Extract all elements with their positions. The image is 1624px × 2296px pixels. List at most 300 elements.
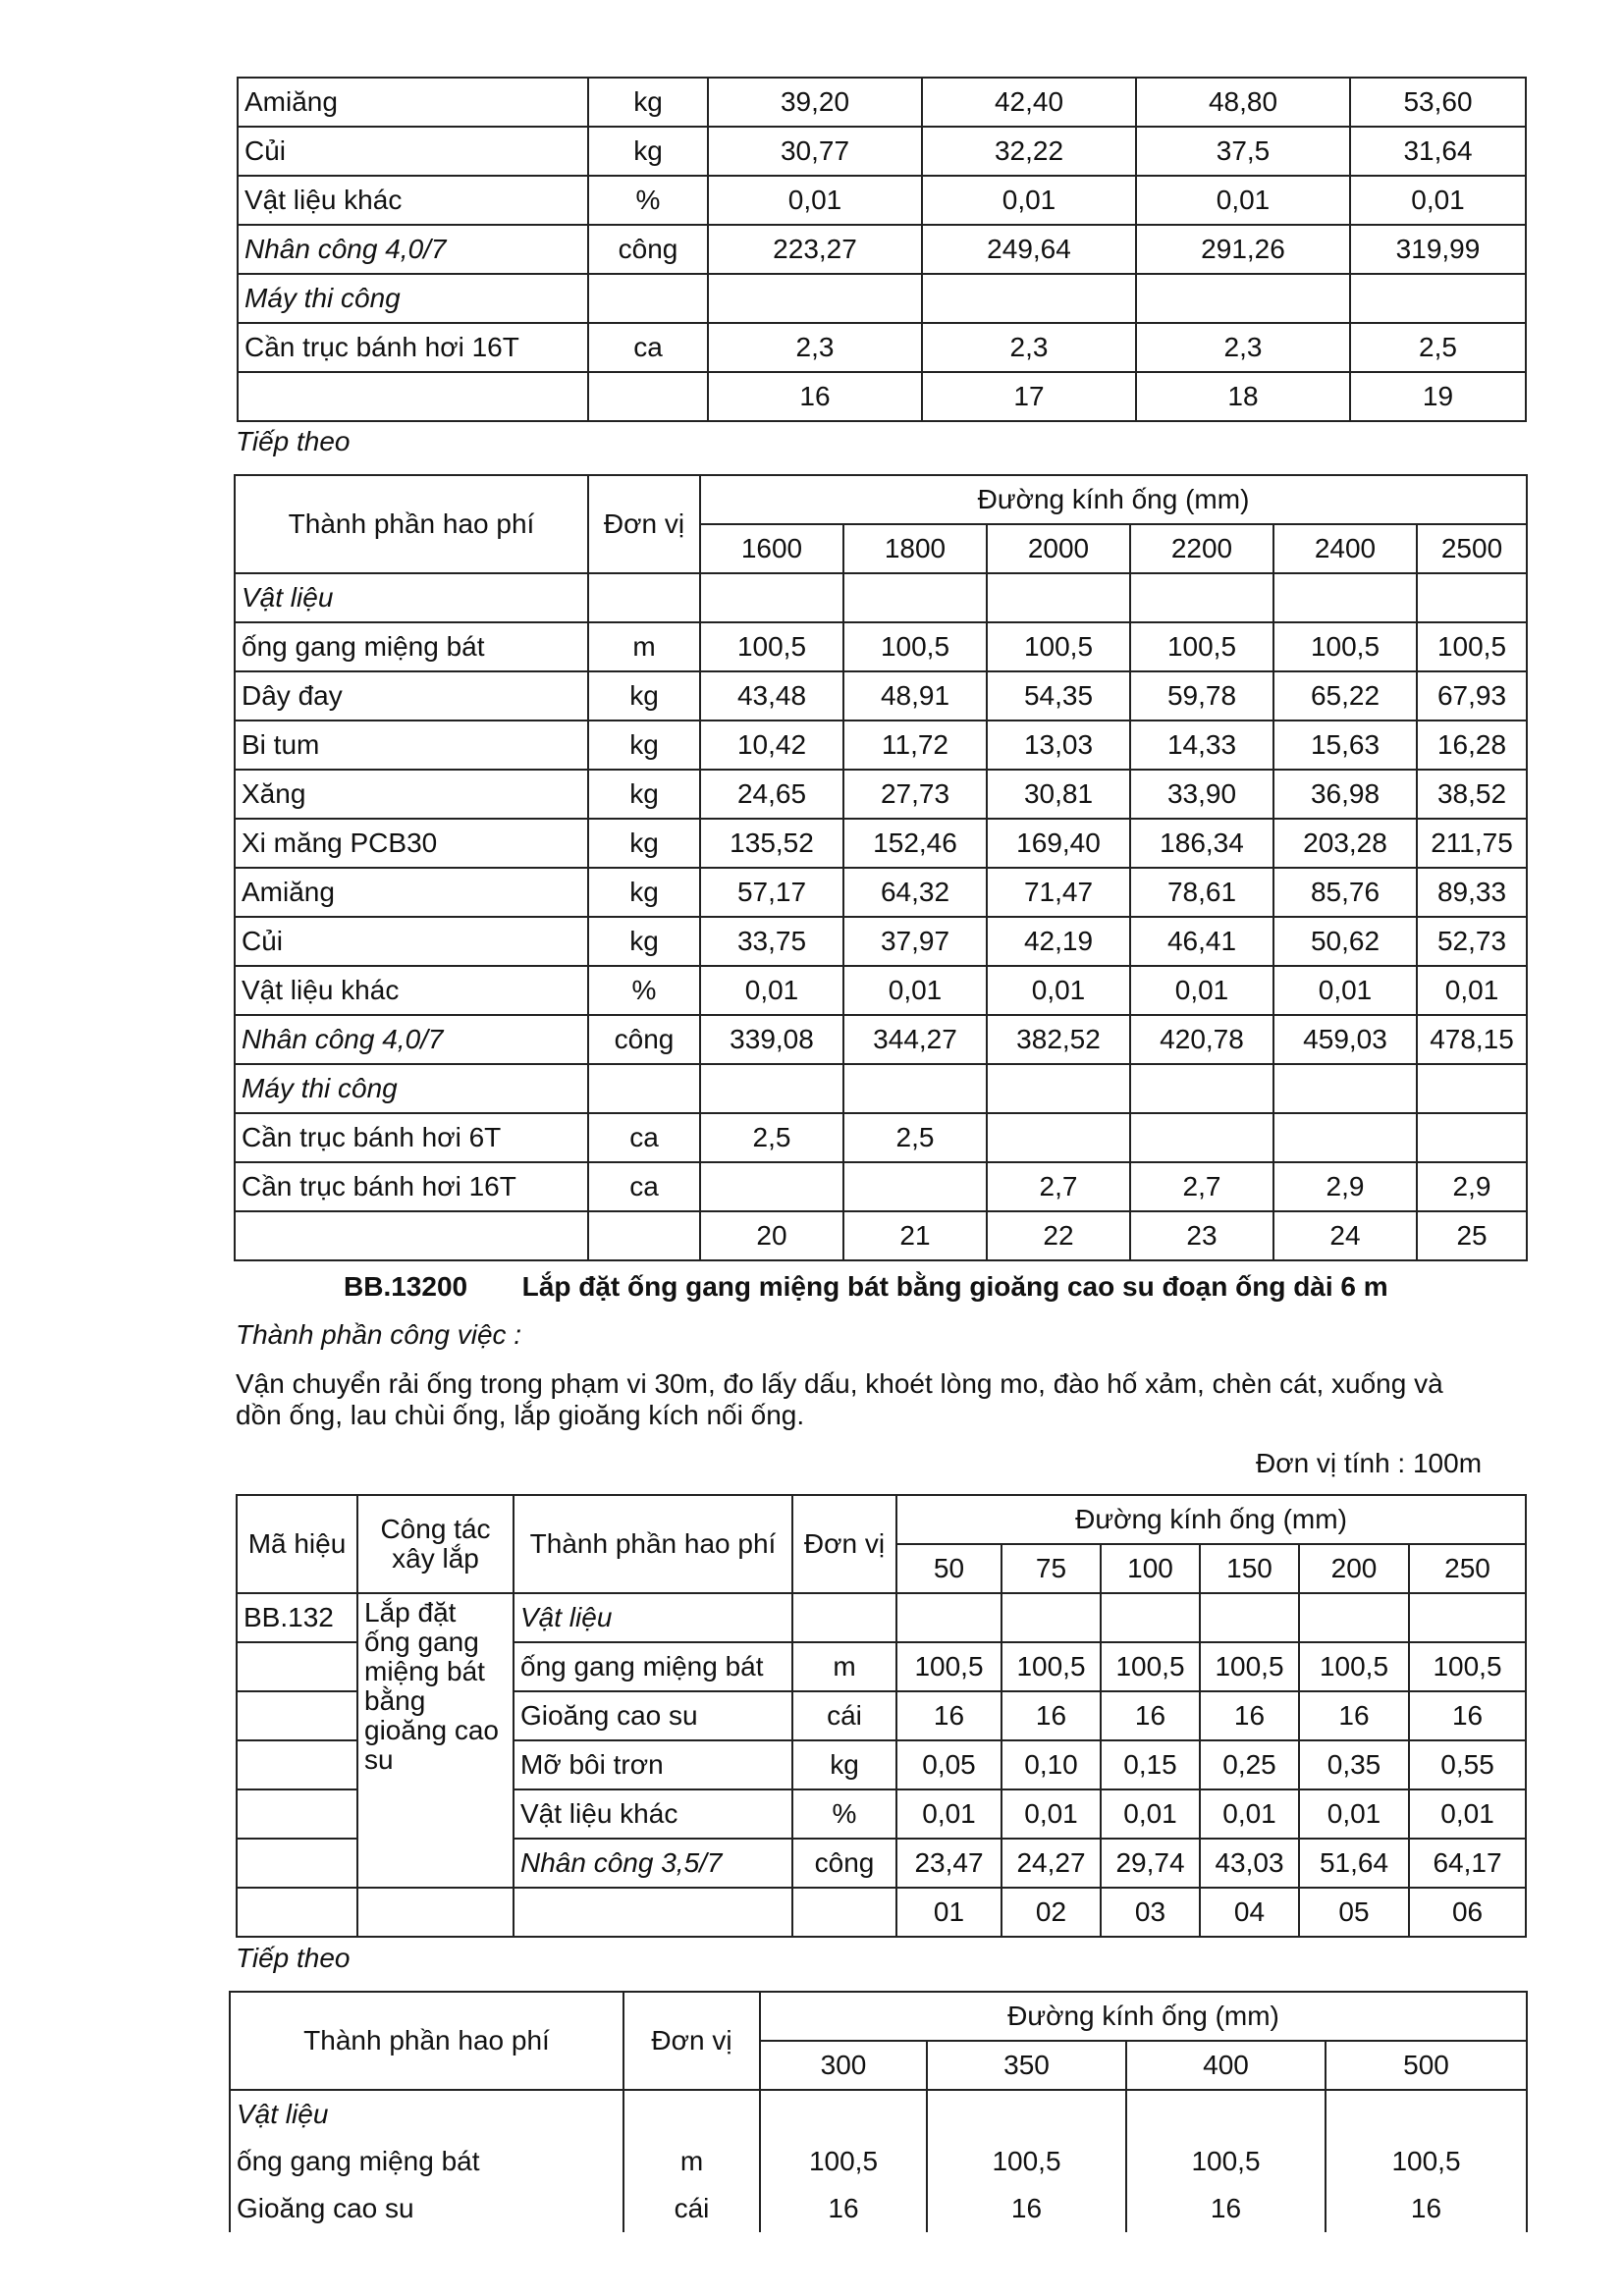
- row-value: 38,52: [1417, 770, 1527, 819]
- row-label: Cần trục bánh hơi 16T: [235, 1162, 588, 1211]
- row-value: 37,5: [1136, 127, 1350, 176]
- row-unit: cái: [623, 2185, 760, 2232]
- row-label: Vật liệu khác: [514, 1789, 792, 1839]
- row-value: 100,5: [700, 622, 843, 671]
- row-value: 344,27: [843, 1015, 987, 1064]
- table-continued-top: [237, 77, 1527, 422]
- row-value: 36,98: [1273, 770, 1417, 819]
- row-value: [1417, 1113, 1527, 1162]
- row-value: 249,64: [922, 225, 1136, 274]
- row-value: 100,5: [927, 2138, 1126, 2185]
- row-value: [1200, 1593, 1299, 1642]
- diameter-header: 2200: [1130, 524, 1273, 573]
- row-label: Gioăng cao su: [230, 2185, 623, 2232]
- row-value: 152,46: [843, 819, 987, 868]
- row-value: 0,01: [922, 176, 1136, 225]
- row-value: 0,55: [1409, 1740, 1526, 1789]
- row-label: Vật liệu khác: [238, 176, 588, 225]
- row-value: 0,10: [1001, 1740, 1101, 1789]
- row-label: ống gang miệng bát: [230, 2138, 623, 2185]
- row-label: Vật liệu: [235, 573, 588, 622]
- row-value: [927, 2090, 1126, 2138]
- row-value: 32,22: [922, 127, 1136, 176]
- row-value: 18: [1136, 372, 1350, 421]
- row-label: Củi: [235, 917, 588, 966]
- row-unit: kg: [588, 671, 700, 721]
- row-value: 89,33: [1417, 868, 1527, 917]
- table-row: [235, 721, 1527, 770]
- header-diameter: Đường kính ống (mm): [760, 1992, 1527, 2041]
- row-value: 100,5: [1299, 1642, 1409, 1691]
- header-diameter: Đường kính ống (mm): [896, 1495, 1526, 1544]
- table-row: [238, 176, 1526, 225]
- table-row: [237, 1593, 1526, 1642]
- row-value: 16: [1299, 1691, 1409, 1740]
- row-unit: [588, 1211, 700, 1260]
- norm-table-continued-bottom: [229, 1991, 1528, 2232]
- row-value: [1130, 1064, 1273, 1113]
- work-cell: [357, 1888, 514, 1937]
- row-label: Amiăng: [238, 78, 588, 127]
- row-value: 53,60: [1350, 78, 1526, 127]
- work-cell: Lắp đặt ống gang miệng bát bằng gioăng cao su: [357, 1593, 514, 1888]
- diameter-header: 2000: [987, 524, 1130, 573]
- row-value: 100,5: [1326, 2138, 1527, 2185]
- row-label: Máy thi công: [238, 274, 588, 323]
- table-row: [238, 78, 1526, 127]
- table-row: [235, 1113, 1527, 1162]
- table-row: [237, 1888, 1526, 1937]
- code-cell: [237, 1691, 357, 1740]
- row-unit: kg: [588, 819, 700, 868]
- table-row: [230, 2090, 1527, 2138]
- row-value: 100,5: [1200, 1642, 1299, 1691]
- header-unit: Đơn vị: [588, 475, 700, 573]
- row-value: 24,65: [700, 770, 843, 819]
- row-label: Vật liệu khác: [235, 966, 588, 1015]
- work-description-line-2: dồn ống, lau chùi ống, lắp gioăng kích nối ống.: [236, 1400, 805, 1430]
- diameter-header: 200: [1299, 1544, 1409, 1593]
- row-value: 16: [708, 372, 922, 421]
- row-unit: [588, 1064, 700, 1113]
- row-unit: ca: [588, 1113, 700, 1162]
- row-unit: kg: [792, 1740, 896, 1789]
- row-label: Bi tum: [235, 721, 588, 770]
- row-value: 48,91: [843, 671, 987, 721]
- row-value: [700, 1064, 843, 1113]
- diameter-header: 350: [927, 2041, 1126, 2090]
- row-value: 478,15: [1417, 1015, 1527, 1064]
- row-value: 100,5: [1101, 1642, 1200, 1691]
- row-label: ống gang miệng bát: [514, 1642, 792, 1691]
- row-label: Dây đay: [235, 671, 588, 721]
- row-value: 71,47: [987, 868, 1130, 917]
- table-row: [235, 770, 1527, 819]
- row-value: 100,5: [1001, 1642, 1101, 1691]
- row-value: [1001, 1593, 1101, 1642]
- row-label: ống gang miệng bát: [235, 622, 588, 671]
- section-title: Lắp đặt ống gang miệng bát bằng gioăng cao su đoạn ống dài 6 m: [521, 1271, 1388, 1302]
- table-row: [238, 225, 1526, 274]
- row-label: Cần trục bánh hơi 6T: [235, 1113, 588, 1162]
- row-value: 33,75: [700, 917, 843, 966]
- row-value: 15,63: [1273, 721, 1417, 770]
- work-components-label: Thành phần công việc :: [236, 1319, 522, 1350]
- row-value: 0,01: [1200, 1789, 1299, 1839]
- row-label: [514, 1888, 792, 1937]
- row-value: [1273, 1113, 1417, 1162]
- row-label: Mỡ bôi trơn: [514, 1740, 792, 1789]
- row-value: 67,93: [1417, 671, 1527, 721]
- row-unit: m: [623, 2138, 760, 2185]
- unit-note: Đơn vị tính : 100m: [1256, 1448, 1483, 1478]
- row-value: [1350, 274, 1526, 323]
- row-value: 16: [1126, 2185, 1326, 2232]
- row-value: [1326, 2090, 1527, 2138]
- row-value: 16: [1409, 1691, 1526, 1740]
- table-row: [238, 127, 1526, 176]
- row-value: 37,97: [843, 917, 987, 966]
- row-value: [1273, 573, 1417, 622]
- row-value: 51,64: [1299, 1839, 1409, 1888]
- row-value: 05: [1299, 1888, 1409, 1937]
- diameter-header: 400: [1126, 2041, 1326, 2090]
- row-value: [708, 274, 922, 323]
- section-heading: [344, 1271, 1388, 1303]
- row-unit: [588, 372, 708, 421]
- row-value: [1273, 1064, 1417, 1113]
- row-label: Máy thi công: [235, 1064, 588, 1113]
- row-unit: kg: [588, 721, 700, 770]
- header-diameter: Đường kính ống (mm): [700, 475, 1527, 524]
- row-label: Nhân công 4,0/7: [235, 1015, 588, 1064]
- continued-label-2: Tiếp theo: [236, 1943, 351, 1973]
- row-unit: %: [588, 176, 708, 225]
- diameter-header: 500: [1326, 2041, 1527, 2090]
- row-value: 0,01: [896, 1789, 1001, 1839]
- row-unit: kg: [588, 917, 700, 966]
- row-unit: [792, 1593, 896, 1642]
- row-value: 135,52: [700, 819, 843, 868]
- row-value: 64,32: [843, 868, 987, 917]
- row-label: Amiăng: [235, 868, 588, 917]
- row-value: 42,19: [987, 917, 1130, 966]
- table-row: [235, 573, 1527, 622]
- row-value: 2,3: [1136, 323, 1350, 372]
- diameter-header: 75: [1001, 1544, 1101, 1593]
- row-value: [700, 573, 843, 622]
- row-value: 186,34: [1130, 819, 1273, 868]
- row-value: 42,40: [922, 78, 1136, 127]
- row-value: 03: [1101, 1888, 1200, 1937]
- row-unit: [792, 1888, 896, 1937]
- row-value: 25: [1417, 1211, 1527, 1260]
- row-value: 29,74: [1101, 1839, 1200, 1888]
- row-value: 78,61: [1130, 868, 1273, 917]
- row-value: 100,5: [1273, 622, 1417, 671]
- row-value: [1130, 573, 1273, 622]
- row-value: [896, 1593, 1001, 1642]
- diameter-header: 2500: [1417, 524, 1527, 573]
- row-label: Gioăng cao su: [514, 1691, 792, 1740]
- row-value: 291,26: [1136, 225, 1350, 274]
- row-value: [843, 573, 987, 622]
- row-value: 0,01: [1350, 176, 1526, 225]
- row-value: 02: [1001, 1888, 1101, 1937]
- row-value: 0,35: [1299, 1740, 1409, 1789]
- table-row: [235, 622, 1527, 671]
- row-value: 0,01: [1136, 176, 1350, 225]
- row-value: 64,17: [1409, 1839, 1526, 1888]
- row-value: 420,78: [1130, 1015, 1273, 1064]
- row-value: 0,01: [1101, 1789, 1200, 1839]
- diameter-header: 250: [1409, 1544, 1526, 1593]
- row-unit: kg: [588, 78, 708, 127]
- row-value: [1136, 274, 1350, 323]
- table-row: [235, 917, 1527, 966]
- row-label: Nhân công 4,0/7: [238, 225, 588, 274]
- continued-label: Tiếp theo: [236, 426, 351, 456]
- row-unit: %: [792, 1789, 896, 1839]
- row-value: 30,77: [708, 127, 922, 176]
- row-value: [760, 2090, 927, 2138]
- table-row: [230, 2185, 1527, 2232]
- table-row: [235, 1015, 1527, 1064]
- row-value: 16: [1001, 1691, 1101, 1740]
- row-unit: kg: [588, 770, 700, 819]
- row-unit: công: [588, 225, 708, 274]
- table-row: [235, 868, 1527, 917]
- row-value: 33,90: [1130, 770, 1273, 819]
- row-value: 0,01: [1417, 966, 1527, 1015]
- row-value: 0,01: [1273, 966, 1417, 1015]
- diameter-header: 1600: [700, 524, 843, 573]
- row-value: 0,01: [1409, 1789, 1526, 1839]
- diameter-header: 300: [760, 2041, 927, 2090]
- row-value: 11,72: [843, 721, 987, 770]
- table-row: [235, 819, 1527, 868]
- row-unit: ca: [588, 323, 708, 372]
- row-value: 2,9: [1417, 1162, 1527, 1211]
- row-value: 24: [1273, 1211, 1417, 1260]
- row-value: 20: [700, 1211, 843, 1260]
- table-row: [238, 274, 1526, 323]
- row-value: 2,3: [708, 323, 922, 372]
- header-work: Công tác xây lắp: [357, 1495, 514, 1593]
- diameter-header: 150: [1200, 1544, 1299, 1593]
- row-value: 0,01: [987, 966, 1130, 1015]
- row-value: 2,5: [843, 1113, 987, 1162]
- row-unit: m: [792, 1642, 896, 1691]
- row-value: 23: [1130, 1211, 1273, 1260]
- row-value: 30,81: [987, 770, 1130, 819]
- row-value: 2,9: [1273, 1162, 1417, 1211]
- header-unit: Đơn vị: [623, 1992, 760, 2090]
- row-value: 06: [1409, 1888, 1526, 1937]
- header-component: Thành phần hao phí: [514, 1495, 792, 1593]
- row-value: 2,7: [987, 1162, 1130, 1211]
- row-value: 100,5: [1126, 2138, 1326, 2185]
- row-value: 85,76: [1273, 868, 1417, 917]
- row-label: [238, 372, 588, 421]
- row-value: 0,01: [1130, 966, 1273, 1015]
- section-code: BB.13200: [344, 1271, 468, 1302]
- row-value: [987, 573, 1130, 622]
- code-cell: [237, 1839, 357, 1888]
- row-value: 0,01: [700, 966, 843, 1015]
- table-row: [235, 1211, 1527, 1260]
- code-cell: [237, 1642, 357, 1691]
- table-row: [235, 671, 1527, 721]
- row-value: 16: [760, 2185, 927, 2232]
- row-unit: [588, 573, 700, 622]
- row-value: [987, 1064, 1130, 1113]
- row-value: [1417, 1064, 1527, 1113]
- table-row: [235, 966, 1527, 1015]
- row-label: Củi: [238, 127, 588, 176]
- row-value: 52,73: [1417, 917, 1527, 966]
- row-value: 169,40: [987, 819, 1130, 868]
- row-value: 459,03: [1273, 1015, 1417, 1064]
- row-value: 16: [896, 1691, 1001, 1740]
- row-value: [1417, 573, 1527, 622]
- row-value: 2,5: [700, 1113, 843, 1162]
- row-unit: công: [792, 1839, 896, 1888]
- norm-table-bb132: [236, 1494, 1527, 1938]
- row-label: Vật liệu: [514, 1593, 792, 1642]
- row-value: 100,5: [1417, 622, 1527, 671]
- row-value: [843, 1064, 987, 1113]
- row-value: 14,33: [1130, 721, 1273, 770]
- row-value: [1130, 1113, 1273, 1162]
- row-value: 2,3: [922, 323, 1136, 372]
- row-value: 2,5: [1350, 323, 1526, 372]
- row-value: 0,15: [1101, 1740, 1200, 1789]
- row-label: Xi măng PCB30: [235, 819, 588, 868]
- row-value: 223,27: [708, 225, 922, 274]
- row-value: 22: [987, 1211, 1130, 1260]
- row-value: 0,01: [1299, 1789, 1409, 1839]
- table-row: [238, 372, 1526, 421]
- table-row: [230, 2138, 1527, 2185]
- row-value: 27,73: [843, 770, 987, 819]
- row-value: 100,5: [987, 622, 1130, 671]
- row-value: [1101, 1593, 1200, 1642]
- table-row: [235, 1162, 1527, 1211]
- row-value: 43,03: [1200, 1839, 1299, 1888]
- row-value: 16: [1326, 2185, 1527, 2232]
- row-value: 2,7: [1130, 1162, 1273, 1211]
- row-label: Cần trục bánh hơi 16T: [238, 323, 588, 372]
- header-code: Mã hiệu: [237, 1495, 357, 1593]
- row-value: 0,01: [843, 966, 987, 1015]
- row-value: 46,41: [1130, 917, 1273, 966]
- row-value: [700, 1162, 843, 1211]
- row-value: 16,28: [1417, 721, 1527, 770]
- header-unit: Đơn vị: [792, 1495, 896, 1593]
- row-value: 211,75: [1417, 819, 1527, 868]
- row-unit: kg: [588, 127, 708, 176]
- row-value: 17: [922, 372, 1136, 421]
- diameter-header: 1800: [843, 524, 987, 573]
- row-value: [922, 274, 1136, 323]
- code-cell: [237, 1740, 357, 1789]
- row-value: 43,48: [700, 671, 843, 721]
- row-value: 100,5: [1130, 622, 1273, 671]
- row-value: 10,42: [700, 721, 843, 770]
- row-label: [235, 1211, 588, 1260]
- header-component: Thành phần hao phí: [230, 1992, 623, 2090]
- row-value: 203,28: [1273, 819, 1417, 868]
- row-unit: [623, 2090, 760, 2138]
- row-value: 23,47: [896, 1839, 1001, 1888]
- row-value: [1126, 2090, 1326, 2138]
- row-value: 04: [1200, 1888, 1299, 1937]
- row-value: 13,03: [987, 721, 1130, 770]
- table-row: [238, 323, 1526, 372]
- row-value: 57,17: [700, 868, 843, 917]
- code-cell: [237, 1789, 357, 1839]
- row-value: 01: [896, 1888, 1001, 1937]
- row-value: 50,62: [1273, 917, 1417, 966]
- row-label: Vật liệu: [230, 2090, 623, 2138]
- row-value: 382,52: [987, 1015, 1130, 1064]
- row-value: 319,99: [1350, 225, 1526, 274]
- row-unit: [588, 274, 708, 323]
- row-value: 100,5: [1409, 1642, 1526, 1691]
- code-cell: [237, 1888, 357, 1937]
- header-component: Thành phần hao phí: [235, 475, 588, 573]
- row-value: 16: [927, 2185, 1126, 2232]
- row-value: 54,35: [987, 671, 1130, 721]
- row-value: 339,08: [700, 1015, 843, 1064]
- row-value: [987, 1113, 1130, 1162]
- diameter-header: 50: [896, 1544, 1001, 1593]
- row-value: 24,27: [1001, 1839, 1101, 1888]
- row-value: [1409, 1593, 1526, 1642]
- row-value: 0,05: [896, 1740, 1001, 1789]
- row-value: 65,22: [1273, 671, 1417, 721]
- row-value: 59,78: [1130, 671, 1273, 721]
- row-value: 100,5: [760, 2138, 927, 2185]
- row-value: 100,5: [896, 1642, 1001, 1691]
- diameter-header: 100: [1101, 1544, 1200, 1593]
- row-value: [1299, 1593, 1409, 1642]
- row-value: 0,01: [708, 176, 922, 225]
- row-unit: %: [588, 966, 700, 1015]
- row-unit: m: [588, 622, 700, 671]
- table-row: [235, 1064, 1527, 1113]
- row-value: 100,5: [843, 622, 987, 671]
- row-value: 21: [843, 1211, 987, 1260]
- row-unit: công: [588, 1015, 700, 1064]
- diameter-header: 2400: [1273, 524, 1417, 573]
- row-value: 19: [1350, 372, 1526, 421]
- row-value: 0,25: [1200, 1740, 1299, 1789]
- row-label: Nhân công 3,5/7: [514, 1839, 792, 1888]
- row-unit: ca: [588, 1162, 700, 1211]
- row-value: 16: [1101, 1691, 1200, 1740]
- row-label: Xăng: [235, 770, 588, 819]
- row-value: 48,80: [1136, 78, 1350, 127]
- row-value: 0,01: [1001, 1789, 1101, 1839]
- work-description-line-1: Vận chuyển rải ống trong phạm vi 30m, đo lấy dấu, khoét lòng mo, đào hố xảm, chèn cát, xuống và: [236, 1368, 1443, 1399]
- row-value: [843, 1162, 987, 1211]
- row-unit: kg: [588, 868, 700, 917]
- row-value: 39,20: [708, 78, 922, 127]
- row-value: 16: [1200, 1691, 1299, 1740]
- norm-table-large-diameter: [234, 474, 1528, 1261]
